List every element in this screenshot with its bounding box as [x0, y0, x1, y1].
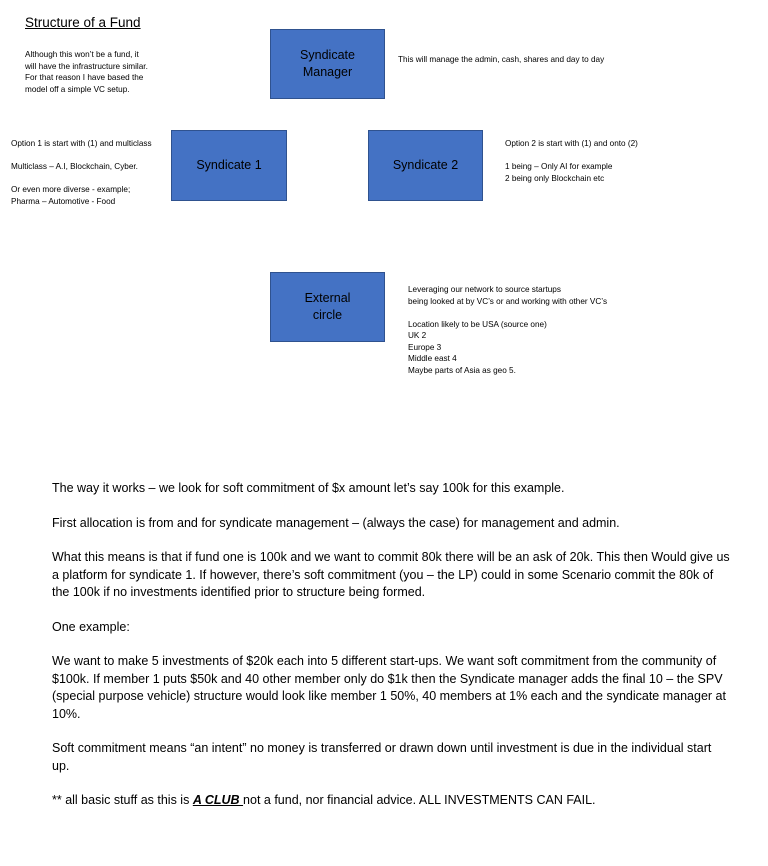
external-note-line: Location likely to be USA (source one) [408, 319, 547, 329]
intro-note-line: will have the infrastructure similar. [25, 61, 148, 71]
syndicate-1-label: Syndicate 1 [196, 158, 262, 172]
option1-note-line: Option 1 is start with (1) and multiclass [11, 139, 152, 148]
syndicate-1-box [171, 130, 287, 201]
spacer [11, 173, 152, 185]
body-paragraph: One example: [52, 620, 130, 634]
spacer [11, 150, 152, 162]
external-circle-label: External [304, 291, 351, 305]
external-note-line: being looked at by VC’s or and working with other VC’s [408, 296, 608, 306]
body-paragraph: First allocation is from and for syndicate management – (always the case) for management and admin. [52, 516, 620, 530]
disclaimer-suffix: not a fund, nor financial advice. ALL INVESTMENTS CAN FAIL. [243, 793, 596, 807]
external-note-line: Middle east 4 [408, 354, 457, 363]
intro-note-line: model off a simple VC setup. [25, 84, 130, 94]
syndicate-manager-label: Syndicate [300, 48, 355, 62]
option1-note-line: Or even more diverse - example; [11, 185, 131, 194]
external-circle-label: circle [312, 308, 343, 322]
option2-note [505, 138, 638, 184]
disclaimer-prefix: ** all basic stuff as this is [52, 793, 193, 807]
external-note [408, 284, 607, 376]
intro-note-line: For that reason I have based the [25, 73, 144, 82]
external-note-line: Maybe parts of Asia as geo 5. [408, 365, 516, 375]
option1-note-line: Pharma – Automotive - Food [11, 196, 116, 206]
body-paragraph: We want to make 5 investments of $20k each into 5 different start-ups. We want soft commitment from the community of $100k. If member 1 puts $50k and 40 other member only do $1k then the Syndicate manager adds the final 10 – the SPV (special purpose vehicle) structure would look like member 1 50%, 40 members at 1% each and the syndicate manager at 10%. [52, 654, 726, 721]
external-circle-box [270, 272, 385, 342]
body-paragraph: The way it works – we look for soft commitment of $x amount let’s say 100k for this example. [52, 481, 565, 495]
syndicate-2-box [368, 130, 483, 201]
option1-note [11, 138, 152, 207]
intro-note-line: Although this won’t be a fund, it [25, 50, 139, 59]
option2-note-line: 1 being – Only AI for example [505, 162, 613, 171]
body-paragraph: Soft commitment means “an intent” no money is transferred or drawn down until investment is due in the individual start up. [52, 741, 712, 773]
body-paragraph: What this means is that if fund one is 100k and we want to commit 80k there will be an ask of 20k. This then Would give us a platform for syndicate 1. If however, there’s soft commitment (you – the LP) could in some Scenario commit the 80k of the 100k if no investments identified prior to structure being formed. [52, 550, 730, 599]
syndicate-manager-label: Manager [302, 65, 353, 79]
option1-note-line: Multiclass – A.I, Blockchain, Cyber. [11, 162, 138, 171]
external-note-line: UK 2 [408, 331, 427, 340]
option2-note-line: 2 being only Blockchain etc [505, 173, 605, 183]
option2-note-line: Option 2 is start with (1) and onto (2) [505, 139, 638, 148]
external-note-line: Europe 3 [408, 342, 442, 352]
syndicate-2-label: Syndicate 2 [392, 158, 459, 172]
syndicate-manager-box [270, 29, 385, 99]
external-note-line: Leveraging our network to source startups [408, 285, 561, 294]
manager-note: This will manage the admin, cash, shares and day to day [398, 55, 605, 64]
disclaimer-paragraph [52, 792, 732, 810]
spacer [505, 150, 638, 162]
page-title: Structure of a Fund [25, 15, 141, 30]
intro-note [25, 49, 148, 95]
spacer [408, 307, 607, 319]
club-emphasis: A CLUB [192, 793, 244, 807]
